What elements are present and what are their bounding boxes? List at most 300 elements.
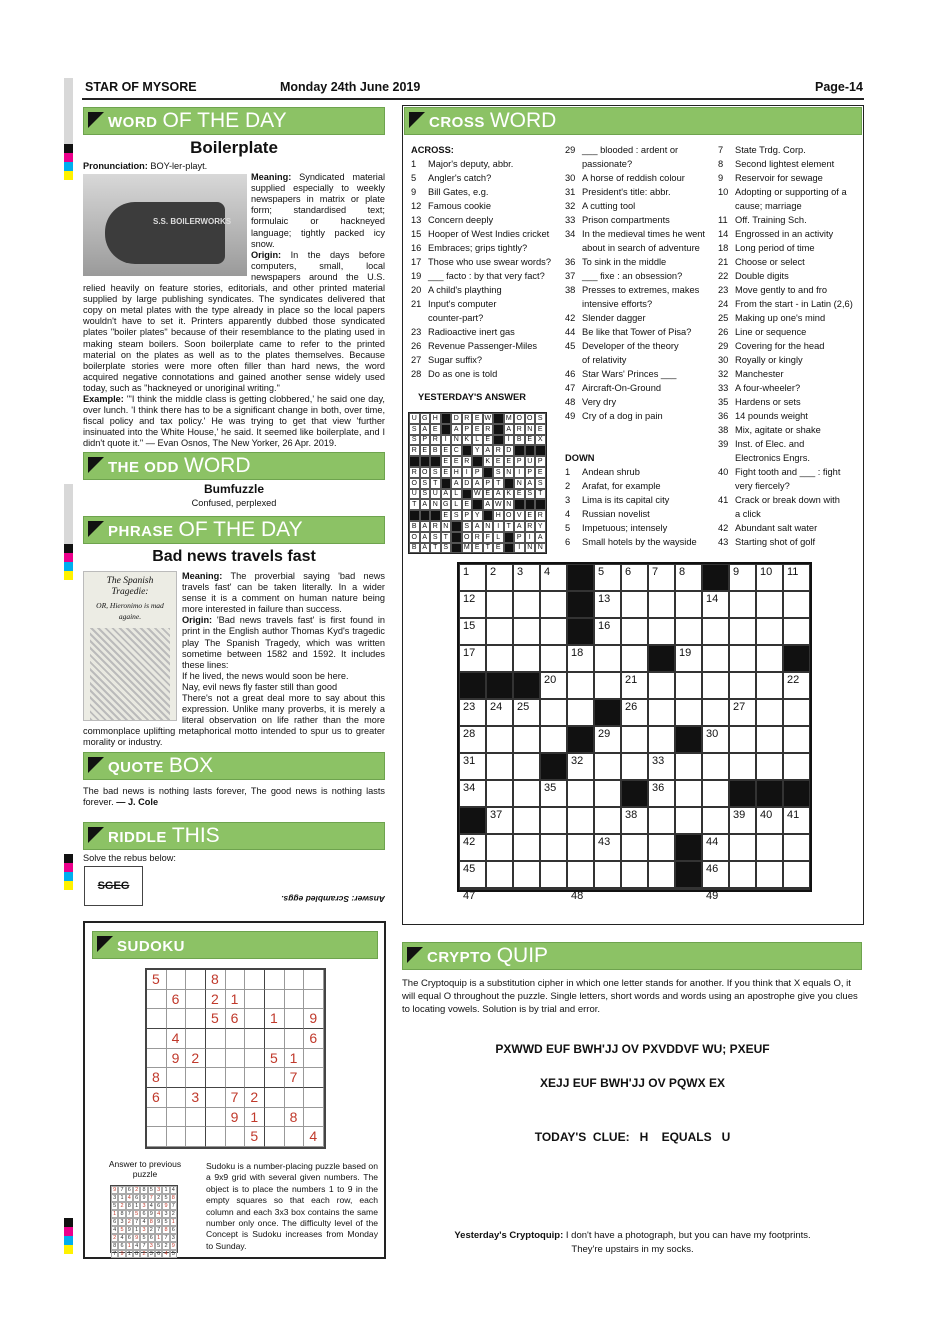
answer-cell: D — [504, 445, 515, 456]
sudoku-answer-cell: 4 — [133, 1242, 140, 1250]
crossword-cell[interactable] — [621, 888, 648, 890]
answer-cell: H — [451, 467, 462, 478]
cell-number: 23 — [463, 701, 476, 713]
crossword-cell[interactable] — [567, 699, 594, 726]
word-of-day-text: Pronunciation: BOY-ler-playt. Meaning: S.S. BOILERWORKS Syndicated material supplied especially to weekly newspapers in matrix or plate form; standardised text; formulaic or hackneyed language; tightly packed icy snow. Origin: In the days before computers, small, local newspapers around the U.S. relied heavily on feature stories, editorials, and other printed material supplied by large publishing syndicates. The syndicates delivered that copy on metal plates with the type already in place so the local papers wouldn't have to set it. Printers apparently dubbed those syndicated plates "boiler plates" because of their resemblance to the plating used in making steam boilers. Soon boilerplate came to refer to the printed material on the plates as well as to the plates themselves. Because boilerplate stories were more often filler than hard news, the word acquired negative connotations and gained another sense widely used today, such as "hackneyed or unoriginal writing." Example: "'I think the middle class is getting clobbered,' he said one day, over lunch. 'I think there has to be a significant change in both, over time, fiscal policy and tax policy.' He was trying to get that view 'further insinuated into the White House,' he said. It seemed like boilerplate, and I didn't quote it." — Evan Osnos, The New Yorker, 26 Apr. 2019. — [83, 161, 385, 449]
crossword-cell[interactable] — [702, 618, 729, 645]
crossword-cell[interactable] — [648, 807, 675, 834]
cell-number: 2 — [490, 566, 497, 578]
cell-number: 18 — [571, 647, 584, 659]
crossword-cell[interactable] — [540, 618, 567, 645]
black-square — [462, 489, 473, 500]
sudoku-cell: 6 — [304, 1029, 324, 1049]
sudoku-cell[interactable] — [304, 970, 324, 990]
crossword-cell[interactable] — [783, 564, 810, 591]
crossword-cell[interactable] — [513, 888, 540, 890]
cell-number: 19 — [679, 647, 692, 659]
sudoku-cell[interactable] — [304, 1088, 324, 1108]
sudoku-cell: 3 — [186, 1088, 206, 1108]
crossword-cell[interactable] — [702, 699, 729, 726]
crossword-cell[interactable] — [540, 564, 567, 591]
answer-cell: F — [483, 532, 494, 543]
cell-number: 7 — [652, 566, 659, 578]
sudoku-cell[interactable] — [186, 1127, 206, 1147]
crossword-cell[interactable] — [459, 645, 486, 672]
sudoku-cell[interactable] — [206, 1108, 226, 1128]
crossword-cell[interactable] — [702, 888, 729, 902]
crossword-cell[interactable] — [783, 753, 810, 780]
crossword-cell[interactable] — [648, 753, 675, 780]
crossword-cell[interactable] — [756, 564, 783, 591]
crossword-cell[interactable] — [729, 888, 756, 890]
crossword-cell[interactable] — [729, 753, 756, 780]
crossword-cell[interactable] — [459, 753, 486, 780]
sudoku-cell[interactable] — [245, 1068, 265, 1088]
answer-cell: S — [420, 478, 431, 489]
crossword-cell[interactable] — [594, 618, 621, 645]
crossword-cell[interactable] — [594, 888, 621, 890]
clue-text: Off. Training Sch. — [735, 215, 807, 225]
crossword-cell[interactable] — [648, 780, 675, 807]
answer-cell: R — [525, 521, 536, 532]
sudoku-cell[interactable] — [285, 1127, 305, 1147]
crossword-cell[interactable] — [675, 564, 702, 591]
crossword-cell[interactable] — [459, 618, 486, 645]
crossword-cell[interactable] — [513, 699, 540, 726]
crossword-cell[interactable] — [648, 726, 675, 753]
crossword-cell[interactable] — [621, 834, 648, 861]
sudoku-cell[interactable] — [285, 1009, 305, 1029]
sudoku-cell[interactable] — [186, 1029, 206, 1049]
sudoku-cell[interactable] — [186, 1009, 206, 1029]
crossword-cell[interactable] — [756, 726, 783, 753]
crossword-cell[interactable] — [540, 780, 567, 807]
answer-cell: N — [430, 499, 441, 510]
crossword-cell[interactable] — [756, 618, 783, 645]
clue — [718, 381, 862, 395]
crossword-cell[interactable] — [540, 591, 567, 618]
clue-text: Do as one is told — [428, 369, 498, 379]
sudoku-answer-cell: 9 — [133, 1234, 140, 1242]
sudoku-cell[interactable] — [186, 990, 206, 1010]
sudoku-answer-cell: 6 — [133, 1194, 140, 1202]
sudoku-cell[interactable] — [147, 1029, 167, 1049]
crossword-cell[interactable] — [756, 699, 783, 726]
crossword-cell[interactable] — [621, 618, 648, 645]
sudoku-cell[interactable] — [167, 1108, 187, 1128]
sudoku-cell[interactable] — [245, 990, 265, 1010]
crossword-cell[interactable] — [486, 807, 513, 834]
clue — [718, 241, 862, 255]
sudoku-cell[interactable] — [206, 1029, 226, 1049]
crossword-cell[interactable] — [459, 591, 486, 618]
black-square — [514, 445, 525, 456]
sudoku-cell[interactable] — [265, 1088, 285, 1108]
sudoku-cell[interactable] — [285, 970, 305, 990]
crossword-cell[interactable] — [729, 591, 756, 618]
crossword-cell[interactable] — [621, 591, 648, 618]
crossword-cell[interactable] — [567, 672, 594, 699]
crossword-cell[interactable] — [702, 591, 729, 618]
sudoku-answer-cell: 8 — [140, 1186, 147, 1194]
sudoku-cell[interactable] — [186, 1068, 206, 1088]
crossword-cell[interactable] — [486, 645, 513, 672]
crossword-cell[interactable] — [783, 591, 810, 618]
crossword-cell[interactable] — [783, 672, 810, 699]
crossword-cell[interactable] — [783, 888, 810, 890]
crossword-cell[interactable] — [486, 591, 513, 618]
crossword-cell[interactable] — [567, 834, 594, 861]
crossword-cell[interactable] — [513, 861, 540, 888]
crossword-cell[interactable] — [702, 753, 729, 780]
black-square — [472, 499, 483, 510]
sudoku-answer-cell: 9 — [140, 1194, 147, 1202]
sudoku-cell[interactable] — [186, 1108, 206, 1128]
sudoku-cell[interactable] — [245, 1049, 265, 1069]
answer-cell: P — [525, 467, 536, 478]
crossword-cell[interactable] — [702, 672, 729, 699]
crossword-cell[interactable] — [621, 726, 648, 753]
crossword-cell[interactable] — [594, 780, 621, 807]
sudoku-answer-cell: 9 — [148, 1210, 155, 1218]
crossword-cell[interactable] — [702, 645, 729, 672]
sudoku-cell[interactable] — [147, 1009, 167, 1029]
sudoku-cell[interactable] — [206, 1127, 226, 1147]
crossword-cell[interactable] — [540, 834, 567, 861]
clue-text: ___ fixe : an obsession? — [582, 271, 683, 281]
answer-cell: N — [535, 543, 546, 554]
sudoku-cell[interactable] — [265, 1108, 285, 1128]
sudoku-cell[interactable] — [265, 1068, 285, 1088]
sudoku-cell: 6 — [226, 1009, 246, 1029]
crossword-cell[interactable] — [729, 726, 756, 753]
sudoku-cell[interactable] — [206, 1049, 226, 1069]
crossword-cell[interactable] — [540, 726, 567, 753]
header-big: WORD — [489, 109, 557, 132]
sudoku-answer-cell: 3 — [155, 1186, 162, 1194]
sudoku-cell[interactable] — [285, 1029, 305, 1049]
sudoku-cell[interactable] — [147, 1049, 167, 1069]
sudoku-cell[interactable] — [186, 970, 206, 990]
crossword-cell[interactable] — [648, 888, 675, 890]
crossword-cell[interactable] — [486, 726, 513, 753]
clue-number: 29 — [565, 145, 576, 155]
sudoku-cell[interactable] — [285, 990, 305, 1010]
clue-number: 29 — [718, 341, 729, 351]
crossword-cell[interactable] — [621, 807, 648, 834]
crossword-cell[interactable] — [594, 645, 621, 672]
crossword-cell[interactable] — [702, 861, 729, 888]
clue — [565, 227, 715, 241]
crossword-cell[interactable] — [729, 618, 756, 645]
crossword-cell[interactable] — [756, 807, 783, 834]
header-small: RIDDLE — [108, 829, 167, 846]
sudoku-cell: 5 — [265, 1049, 285, 1069]
sudoku-cell[interactable] — [226, 1127, 246, 1147]
crossword-cell[interactable] — [702, 807, 729, 834]
crossword-cell[interactable] — [675, 672, 702, 699]
crossword-cell[interactable] — [729, 699, 756, 726]
header-small: QUOTE — [108, 759, 164, 776]
crossword-cell[interactable] — [648, 672, 675, 699]
sudoku-cell[interactable] — [304, 1108, 324, 1128]
crossword-cell[interactable] — [729, 672, 756, 699]
black-square — [451, 521, 462, 532]
sudoku-answer-cell: 8 — [133, 1250, 140, 1258]
crossword-cell[interactable] — [675, 807, 702, 834]
clue-text: Concern deeply — [428, 215, 494, 225]
sudoku-cell[interactable] — [167, 970, 187, 990]
answer-cell: A — [420, 424, 431, 435]
sudoku-cell[interactable] — [245, 1009, 265, 1029]
crossword-cell[interactable] — [756, 591, 783, 618]
clue-number: 38 — [718, 425, 729, 435]
crossword-cell[interactable] — [513, 564, 540, 591]
sudoku-answer-cell: 4 — [148, 1202, 155, 1210]
crossword-cell[interactable] — [783, 699, 810, 726]
crossword-cell[interactable] — [459, 699, 486, 726]
crossword-cell[interactable] — [594, 834, 621, 861]
crossword-cell[interactable] — [621, 699, 648, 726]
sudoku-answer-cell: 7 — [126, 1210, 133, 1218]
crossword-cell[interactable] — [756, 753, 783, 780]
sudoku-cell[interactable] — [167, 1068, 187, 1088]
crossword-cell[interactable] — [756, 888, 783, 890]
sudoku-answer-cell: 2 — [162, 1242, 169, 1250]
crossword-cell[interactable] — [513, 618, 540, 645]
crossword-cell[interactable] — [648, 861, 675, 888]
crossword-cell[interactable] — [729, 834, 756, 861]
crossword-cell[interactable] — [513, 753, 540, 780]
crossword-cell[interactable] — [486, 780, 513, 807]
clue-text: Inst. of Elec. and — [735, 439, 805, 449]
clue — [411, 311, 556, 325]
crossword-cell[interactable] — [702, 780, 729, 807]
answer-cell: A — [472, 478, 483, 489]
crossword-cell[interactable] — [594, 672, 621, 699]
sudoku-cell[interactable] — [226, 970, 246, 990]
crossword-cell[interactable] — [756, 645, 783, 672]
crossword-cell[interactable] — [486, 699, 513, 726]
crossword-cell[interactable] — [594, 753, 621, 780]
answer-cell: T — [483, 543, 494, 554]
clue-text: Abundant salt water — [735, 523, 818, 533]
clue — [565, 311, 715, 325]
clue-number: 30 — [718, 355, 729, 365]
sudoku-cell[interactable] — [167, 1088, 187, 1108]
crossword-cell[interactable] — [621, 861, 648, 888]
cell-number: 17 — [463, 647, 476, 659]
sudoku-cell[interactable] — [167, 1009, 187, 1029]
black-square — [462, 445, 473, 456]
crossword-cell[interactable] — [729, 564, 756, 591]
clue-text: Those who use swear words? — [428, 257, 551, 267]
crossword-cell[interactable] — [729, 807, 756, 834]
crossword-cell[interactable] — [783, 726, 810, 753]
sudoku-cell[interactable] — [226, 1029, 246, 1049]
sudoku-answer-cell: 2 — [133, 1186, 140, 1194]
sudoku-cell[interactable] — [265, 990, 285, 1010]
sudoku-cell[interactable] — [167, 1127, 187, 1147]
crossword-cell[interactable] — [513, 807, 540, 834]
black-square — [540, 753, 567, 780]
riddle-header — [83, 822, 385, 850]
crossword-cell[interactable] — [621, 753, 648, 780]
sudoku-cell[interactable] — [265, 970, 285, 990]
crossword-cell[interactable] — [540, 861, 567, 888]
crossword-cell[interactable] — [567, 888, 594, 902]
crossword-cell[interactable] — [540, 672, 567, 699]
clue-number: 32 — [565, 201, 576, 211]
clue-number: 12 — [411, 201, 422, 211]
sudoku-cell[interactable] — [285, 1088, 305, 1108]
cell-number: 28 — [463, 728, 476, 740]
sudoku-cell[interactable] — [147, 1127, 167, 1147]
crossword-cell[interactable] — [594, 726, 621, 753]
crossword-cell[interactable] — [594, 564, 621, 591]
crossword-cell[interactable] — [486, 753, 513, 780]
crossword-cell[interactable] — [621, 645, 648, 672]
sudoku-cell[interactable] — [147, 990, 167, 1010]
crossword-cell[interactable] — [486, 861, 513, 888]
clue-text: Input's computer — [428, 299, 497, 309]
crossword-cell[interactable] — [729, 645, 756, 672]
sudoku-cell[interactable] — [206, 1088, 226, 1108]
crossword-cell[interactable] — [513, 726, 540, 753]
answer-cell: B — [409, 521, 420, 532]
sudoku-cell[interactable] — [245, 1029, 265, 1049]
crossword-cell[interactable] — [648, 564, 675, 591]
answer-cell: E — [493, 543, 504, 554]
crossword-cell[interactable] — [702, 834, 729, 861]
crossword-cell[interactable] — [513, 591, 540, 618]
cell-number: 42 — [463, 836, 476, 848]
crossword-cell[interactable] — [459, 564, 486, 591]
crossword-cell[interactable] — [459, 888, 486, 902]
black-square — [441, 424, 452, 435]
crossword-cell[interactable] — [594, 807, 621, 834]
crossword-cell[interactable] — [540, 807, 567, 834]
sudoku-answer-cell: 7 — [118, 1186, 125, 1194]
clue — [565, 367, 715, 381]
sudoku-answer-cell: 9 — [118, 1250, 125, 1258]
crossword-cell[interactable] — [675, 780, 702, 807]
crossword-cell[interactable] — [648, 591, 675, 618]
sudoku-cell[interactable] — [147, 1108, 167, 1128]
clue-number: 36 — [565, 257, 576, 267]
sudoku-header — [92, 931, 378, 959]
crossword-cell[interactable] — [594, 861, 621, 888]
crossword-cell[interactable] — [486, 564, 513, 591]
clue-text: Second lightest element — [735, 159, 835, 169]
crossword-cell[interactable] — [567, 807, 594, 834]
crossword-cell[interactable] — [756, 672, 783, 699]
answer-cell: G — [441, 499, 452, 510]
crossword-cell[interactable] — [675, 753, 702, 780]
crossword-cell[interactable] — [648, 699, 675, 726]
crossword-cell[interactable] — [675, 699, 702, 726]
crossword-cell[interactable] — [513, 834, 540, 861]
sudoku-answer-cell: 6 — [118, 1242, 125, 1250]
crossword-cell[interactable] — [567, 861, 594, 888]
crossword-cell[interactable] — [648, 834, 675, 861]
crossword-cell[interactable] — [702, 726, 729, 753]
crossword-cell[interactable] — [567, 645, 594, 672]
crossword-cell[interactable] — [756, 834, 783, 861]
crossword-cell[interactable] — [567, 780, 594, 807]
crossword-cell[interactable] — [513, 780, 540, 807]
crossword-cell[interactable] — [783, 834, 810, 861]
crossword-cell[interactable] — [621, 672, 648, 699]
crossword-cell[interactable] — [513, 645, 540, 672]
clue-text: From the start - in Latin (2,6) — [735, 299, 853, 309]
crossword-cell[interactable] — [486, 618, 513, 645]
clue-number: 16 — [411, 243, 422, 253]
cell-number: 5 — [598, 566, 605, 578]
answer-cell: A — [420, 532, 431, 543]
sudoku-answer-cell: 2 — [155, 1194, 162, 1202]
crossword-cell[interactable] — [594, 591, 621, 618]
sudoku-cell[interactable] — [304, 1049, 324, 1069]
sudoku-answer-cell: 7 — [155, 1226, 162, 1234]
crossword-cell[interactable] — [648, 618, 675, 645]
crossword-cell[interactable] — [486, 834, 513, 861]
sudoku-cell[interactable] — [304, 990, 324, 1010]
crossword-cell[interactable] — [540, 645, 567, 672]
crossword-cell[interactable] — [459, 780, 486, 807]
answer-cell: U — [525, 456, 536, 467]
sudoku-cell[interactable] — [226, 1068, 246, 1088]
clue-number: 1 — [411, 159, 417, 169]
crossword-cell[interactable] — [675, 618, 702, 645]
crossword-cell[interactable] — [783, 861, 810, 888]
crossword-cell[interactable] — [486, 888, 513, 890]
crossword-cell[interactable] — [459, 834, 486, 861]
black-square — [675, 834, 702, 861]
crossword-cell[interactable] — [459, 726, 486, 753]
crossword-cell[interactable] — [540, 699, 567, 726]
sudoku-cell[interactable] — [245, 970, 265, 990]
sudoku-cell[interactable] — [265, 1029, 285, 1049]
crossword-cell[interactable] — [621, 564, 648, 591]
crossword-cell[interactable] — [459, 861, 486, 888]
cell-number: 32 — [571, 755, 584, 767]
crossword-cell[interactable] — [675, 645, 702, 672]
margin-strip — [64, 78, 73, 144]
sudoku-answer-cell: 2 — [140, 1250, 147, 1258]
crossword-cell[interactable] — [783, 807, 810, 834]
crossword-cell[interactable] — [783, 618, 810, 645]
crossword-cell[interactable] — [729, 861, 756, 888]
clue — [718, 423, 862, 437]
cell-number: 10 — [760, 566, 773, 578]
crossword-cell[interactable] — [567, 753, 594, 780]
sudoku-cell[interactable] — [206, 1068, 226, 1088]
clue-text: Covering for the head — [735, 341, 825, 351]
clue — [718, 311, 862, 325]
clue-text: State Trdg. Corp. — [735, 145, 806, 155]
answer-cell: O — [462, 532, 473, 543]
sudoku-cell[interactable] — [265, 1127, 285, 1147]
clue-number: 35 — [718, 397, 729, 407]
odd-word-meaning: Confused, perplexed — [191, 498, 277, 508]
sudoku-cell[interactable] — [304, 1068, 324, 1088]
crossword-cell[interactable] — [675, 591, 702, 618]
quote-header — [83, 752, 385, 780]
sudoku-cell: 5 — [147, 970, 167, 990]
crossword-cell[interactable] — [756, 861, 783, 888]
sudoku-cell[interactable] — [226, 1049, 246, 1069]
